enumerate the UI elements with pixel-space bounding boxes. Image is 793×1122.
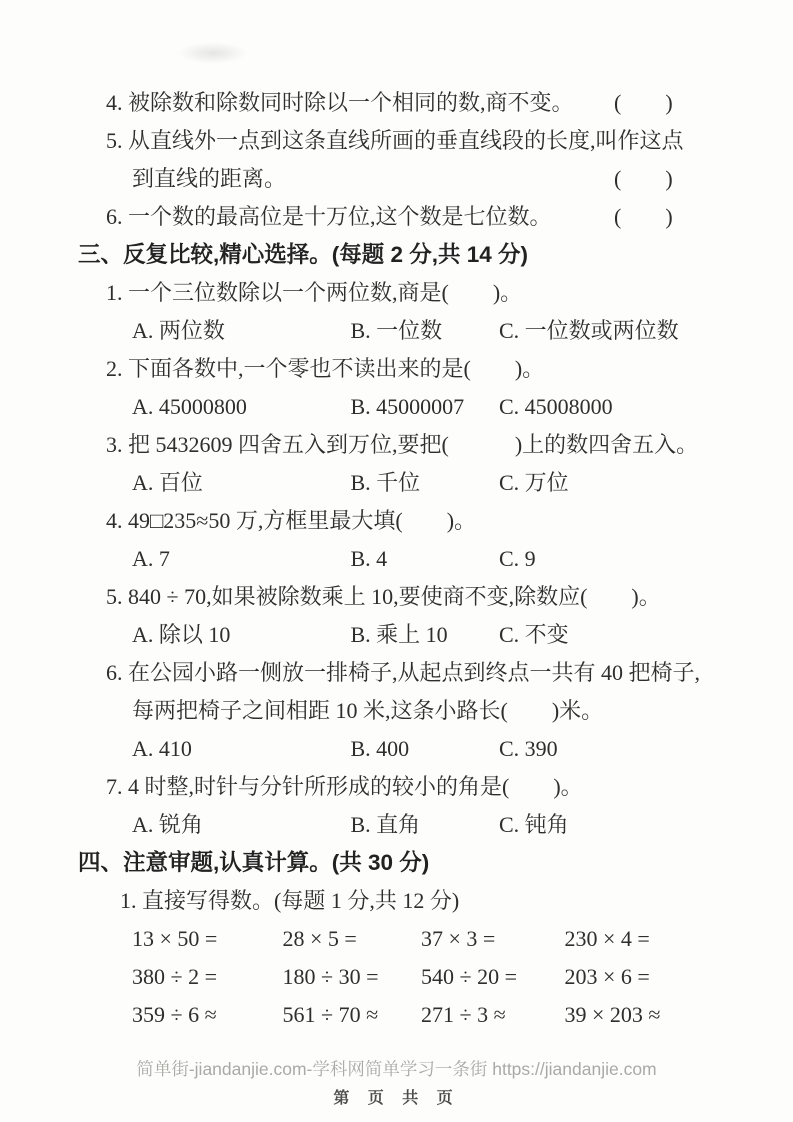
calc-expression: 359 ÷ 6 ≈	[132, 1002, 217, 1027]
truefalse-item-5-text1: 5. 从直线外一点到这条直线所画的垂直线段的长度,叫作这点	[106, 128, 684, 153]
answer-paren: ( )	[614, 90, 673, 115]
calc-row-1	[0, 920, 793, 958]
choice-b: B. 乘上 10	[350, 622, 448, 647]
answer-paren: ( )	[614, 204, 673, 229]
calc-expression: 561 ÷ 70 ≈	[282, 1002, 379, 1027]
truefalse-item-6-text: 6. 一个数的最高位是十万位,这个数是七位数。	[106, 204, 552, 229]
question-4: 4. 49□235≈50 万,方框里最大填( )。	[106, 508, 477, 533]
question-6-line2: 每两把椅子之间相距 10 米,这条小路长( )米。	[132, 698, 604, 723]
question-7: 7. 4 时整,时针与分针所形成的较小的角是( )。	[106, 774, 583, 799]
calc-expression: 380 ÷ 2 =	[132, 964, 217, 989]
calc-expression: 203 × 6 =	[564, 964, 650, 989]
truefalse-item-4-text: 4. 被除数和除数同时除以一个相同的数,商不变。	[106, 90, 574, 115]
choice-c: C. 不变	[499, 622, 569, 647]
choice-a: A. 百位	[132, 470, 203, 495]
question-3-choices	[0, 464, 793, 502]
calc-expression: 180 ÷ 30 =	[282, 964, 379, 989]
question-2: 2. 下面各数中,一个零也不读出来的是( )。	[106, 356, 545, 381]
choice-c: C. 万位	[499, 470, 569, 495]
choice-c: C. 一位数或两位数	[499, 318, 679, 343]
question-6-choices	[0, 730, 793, 768]
section4-heading: 四、注意审题,认真计算。(共 30 分)	[78, 850, 430, 875]
question-5: 5. 840 ÷ 70,如果被除数乘上 10,要使商不变,除数应( )。	[106, 584, 661, 609]
choice-b: B. 一位数	[350, 318, 443, 343]
calc-expression: 540 ÷ 20 =	[421, 964, 517, 989]
choice-a: A. 45000800	[132, 394, 247, 419]
calc-row-2	[0, 958, 793, 996]
choice-b: B. 45000007	[350, 394, 465, 419]
question-6-line1: 6. 在公园小路一侧放一排椅子,从起点到终点一共有 40 把椅子,	[106, 660, 701, 685]
section3-heading: 三、反复比较,精心选择。(每题 2 分,共 14 分)	[78, 242, 529, 267]
question-1-choices	[0, 312, 793, 350]
calc-expression: 271 ÷ 3 ≈	[421, 1002, 506, 1027]
truefalse-item-6	[0, 198, 793, 236]
exam-content	[0, 84, 793, 1034]
choice-a: A. 7	[132, 546, 170, 571]
question-2-choices	[0, 388, 793, 426]
choice-c: C. 9	[499, 546, 536, 571]
footer-page-number: 第 页 共 页	[333, 1090, 460, 1107]
truefalse-item-5-line2	[0, 160, 793, 198]
calc-expression: 39 × 203 ≈	[564, 1002, 661, 1027]
calc-row-3	[0, 996, 793, 1034]
calc-expression: 37 × 3 =	[421, 926, 496, 951]
footer-watermark-link: 简单街-jiandanjie.com-学科网简单学习一条街 https://jiandanjie.com	[136, 1059, 657, 1079]
truefalse-item-5-text2: 到直线的距离。	[132, 166, 287, 191]
choice-c: C. 钝角	[499, 812, 569, 837]
choice-b: B. 4	[350, 546, 388, 571]
choice-a: A. 除以 10	[132, 622, 231, 647]
choice-b: B. 千位	[350, 470, 421, 495]
choice-c: C. 45008000	[499, 394, 613, 419]
truefalse-item-5-line1	[0, 122, 793, 160]
choice-b: B. 直角	[350, 812, 421, 837]
answer-paren: ( )	[614, 166, 673, 191]
choice-b: B. 400	[350, 736, 410, 761]
scan-smudge	[178, 42, 248, 64]
question-4-choices	[0, 540, 793, 578]
calc-expression: 13 × 50 =	[132, 926, 218, 951]
truefalse-item-4	[0, 84, 793, 122]
choice-a: A. 410	[132, 736, 192, 761]
section4-subheading: 1. 直接写得数。(每题 1 分,共 12 分)	[120, 888, 460, 913]
calc-expression: 28 × 5 =	[282, 926, 357, 951]
choice-c: C. 390	[499, 736, 558, 761]
question-5-choices	[0, 616, 793, 654]
question-1: 1. 一个三位数除以一个两位数,商是( )。	[106, 280, 523, 305]
choice-a: A. 锐角	[132, 812, 203, 837]
calc-expression: 230 × 4 =	[564, 926, 650, 951]
choice-a: A. 两位数	[132, 318, 225, 343]
question-7-choices	[0, 806, 793, 844]
question-3: 3. 把 5432609 四舍五入到万位,要把( )上的数四舍五入。	[106, 432, 699, 457]
